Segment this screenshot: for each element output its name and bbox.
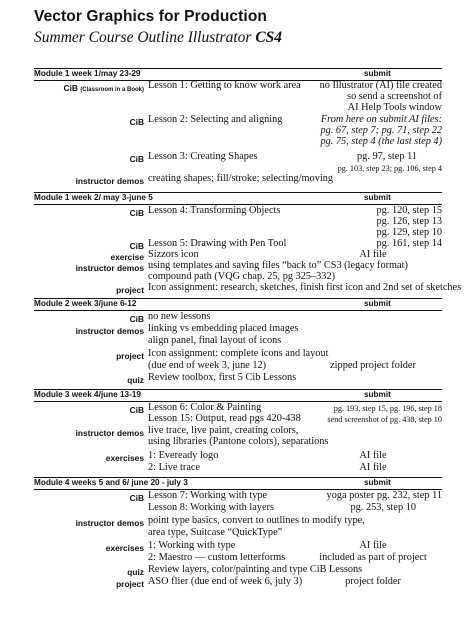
row-text: Lesson 4: Transforming Objects — [148, 205, 281, 216]
row-submit: AI file — [359, 540, 387, 551]
row-text: no new lessons — [148, 311, 211, 322]
row-text: linking vs embedding placed images — [148, 323, 299, 334]
row-text: Lesson 8: Working with layers — [148, 502, 274, 513]
row-label-note: (Classroom in a Book) — [80, 87, 144, 93]
row-text: live trace, live paint, creating colors, — [148, 425, 299, 436]
module-header — [34, 298, 442, 311]
row-submit: pg. 120, step 15 — [376, 205, 442, 216]
page-subtitle — [34, 29, 282, 47]
row-label: CiB — [129, 493, 144, 503]
row-label: instructor demos — [75, 518, 144, 528]
row-submit: pg. 67, step 7; pg. 71, step 22 — [320, 125, 442, 136]
row-submit: yoga poster pg. 232, step 11 — [326, 490, 442, 501]
row-submit: so send a screenshot of — [347, 91, 442, 102]
row-label: CiB (Classroom in a Book) — [63, 83, 144, 93]
row-text: 2: Live trace — [148, 462, 201, 473]
submit-column-heading: submit — [364, 299, 391, 308]
row-label: project — [116, 351, 144, 361]
row-label: CiB — [129, 314, 144, 324]
row-label: CiB — [129, 405, 144, 415]
row-text: Review toolbox, first 5 Cib Lessons — [148, 372, 297, 383]
subtitle-text: Summer Course Outline Illustrator — [34, 29, 256, 46]
row-text: 2: Maestro — custom letterforms — [148, 552, 286, 563]
row-text: 1: Eveready logo — [148, 450, 219, 461]
row-text: Lesson 6: Color & Painting — [148, 402, 262, 413]
subtitle-version: CS4 — [255, 29, 283, 46]
submit-column-heading: submit — [364, 390, 391, 399]
row-text: area type, Suitcase “QuickType” — [148, 527, 283, 538]
row-label: project — [116, 579, 144, 589]
row-text: Lesson 1: Getting to know work area — [148, 80, 301, 91]
row-text: Icon assignment: research, sketches, finish first icon and 2nd set of sketches — [148, 282, 462, 293]
row-label: quiz — [127, 375, 144, 385]
row-text: Lesson 5: Drawing with Pen Tool — [148, 238, 287, 249]
module-header — [34, 192, 442, 205]
row-text: using templates and saving files “back to” CS3 (legacy format) — [148, 260, 408, 271]
module-header — [34, 389, 442, 402]
row-label: instructor demos — [75, 326, 144, 336]
row-text: Icon assignment: complete icons and layout — [148, 348, 329, 359]
submit-column-heading: submit — [364, 69, 391, 78]
row-submit: AI Help Tools window — [347, 102, 442, 113]
row-text: point type basics, convert to outlines to modify type, — [148, 515, 365, 526]
row-submit: From here on submit AI files: — [320, 114, 442, 125]
row-label: CiB — [129, 208, 144, 218]
module-title: Module 1 week 2/ may 3-june 5 — [34, 193, 153, 202]
row-label: CiB — [129, 241, 144, 251]
row-text: Lesson 7: Working with type — [148, 490, 268, 501]
row-text: (due end of week 3, june 12) — [148, 360, 267, 371]
row-submit: pg. 129, step 10 — [376, 227, 442, 238]
row-submit: pg. 253, step 10 — [350, 502, 416, 513]
row-label: exercise — [110, 252, 144, 262]
module-title: Module 2 week 3/june 6-12 — [34, 299, 137, 308]
row-text: align panel, final layout of icons — [148, 335, 282, 346]
row-text: 1: Working with type — [148, 540, 236, 551]
row-label: CiB — [129, 117, 144, 127]
row-text: Lesson 2: Selecting and aligning — [148, 114, 283, 125]
row-submit: pg. 161, step 14 — [376, 238, 442, 249]
row-text: Lesson 15: Output, read pgs 420-438 — [148, 413, 301, 424]
row-text: Lesson 3: Creating Shapes — [148, 151, 258, 162]
row-text: creating shapes; fill/stroke; selecting/moving — [148, 173, 334, 184]
module-title: Module 3 week 4/june 13-19 — [34, 390, 141, 399]
row-label: instructor demos — [75, 263, 144, 273]
row-text: using libraries (Pantone colors), separations — [148, 436, 329, 447]
row-text: Review layers, color/painting and type CiB Lessons — [148, 564, 363, 575]
row-text: compound path (VQG chap. 25, pg 325–332) — [148, 271, 336, 282]
row-label: instructor demos — [75, 428, 144, 438]
row-label: exercises — [105, 453, 144, 463]
module-header — [34, 477, 442, 490]
submit-column-heading: submit — [364, 478, 391, 487]
row-submit: included as part of project — [319, 552, 427, 563]
row-label: quiz — [127, 567, 144, 577]
row-text: ASO flier (due end of week 6, july 3) — [148, 576, 303, 587]
row-submit: no Illustrator (AI) file created — [319, 80, 442, 91]
row-submit: pg. 97, step 11 — [357, 151, 417, 162]
row-submit: pg. 126, step 13 — [376, 216, 442, 227]
row-submit: project folder — [345, 576, 401, 587]
row-submit: send screenshot of pg. 438, step 10 — [327, 415, 442, 424]
row-submit: pg. 75, step 4 (the last step 4) — [320, 136, 442, 147]
row-submit: AI file — [359, 462, 387, 473]
row-submit: zipped project folder — [330, 360, 416, 371]
module-title: Module 4 weeks 5 and 6/ june 20 - july 3 — [34, 478, 188, 487]
row-submit: pg. 103, step 23; pg. 106, step 4 — [337, 164, 442, 173]
row-submit: AI file — [359, 249, 387, 260]
row-label: project — [116, 285, 144, 295]
page-title: Vector Graphics for Production — [34, 8, 267, 25]
row-submit: pg. 193, step 15, pg. 196, step 18 — [333, 404, 442, 413]
row-submit: AI file — [359, 450, 387, 461]
module-bottom-rule — [34, 310, 442, 311]
module-title: Module 1 week 1/may 23-29 — [34, 69, 141, 78]
row-label: exercises — [105, 543, 144, 553]
row-label: CiB — [129, 154, 144, 164]
submit-column-heading: submit — [364, 193, 391, 202]
row-text: Sizzors icon — [148, 249, 199, 260]
row-label: instructor demos — [75, 176, 144, 186]
